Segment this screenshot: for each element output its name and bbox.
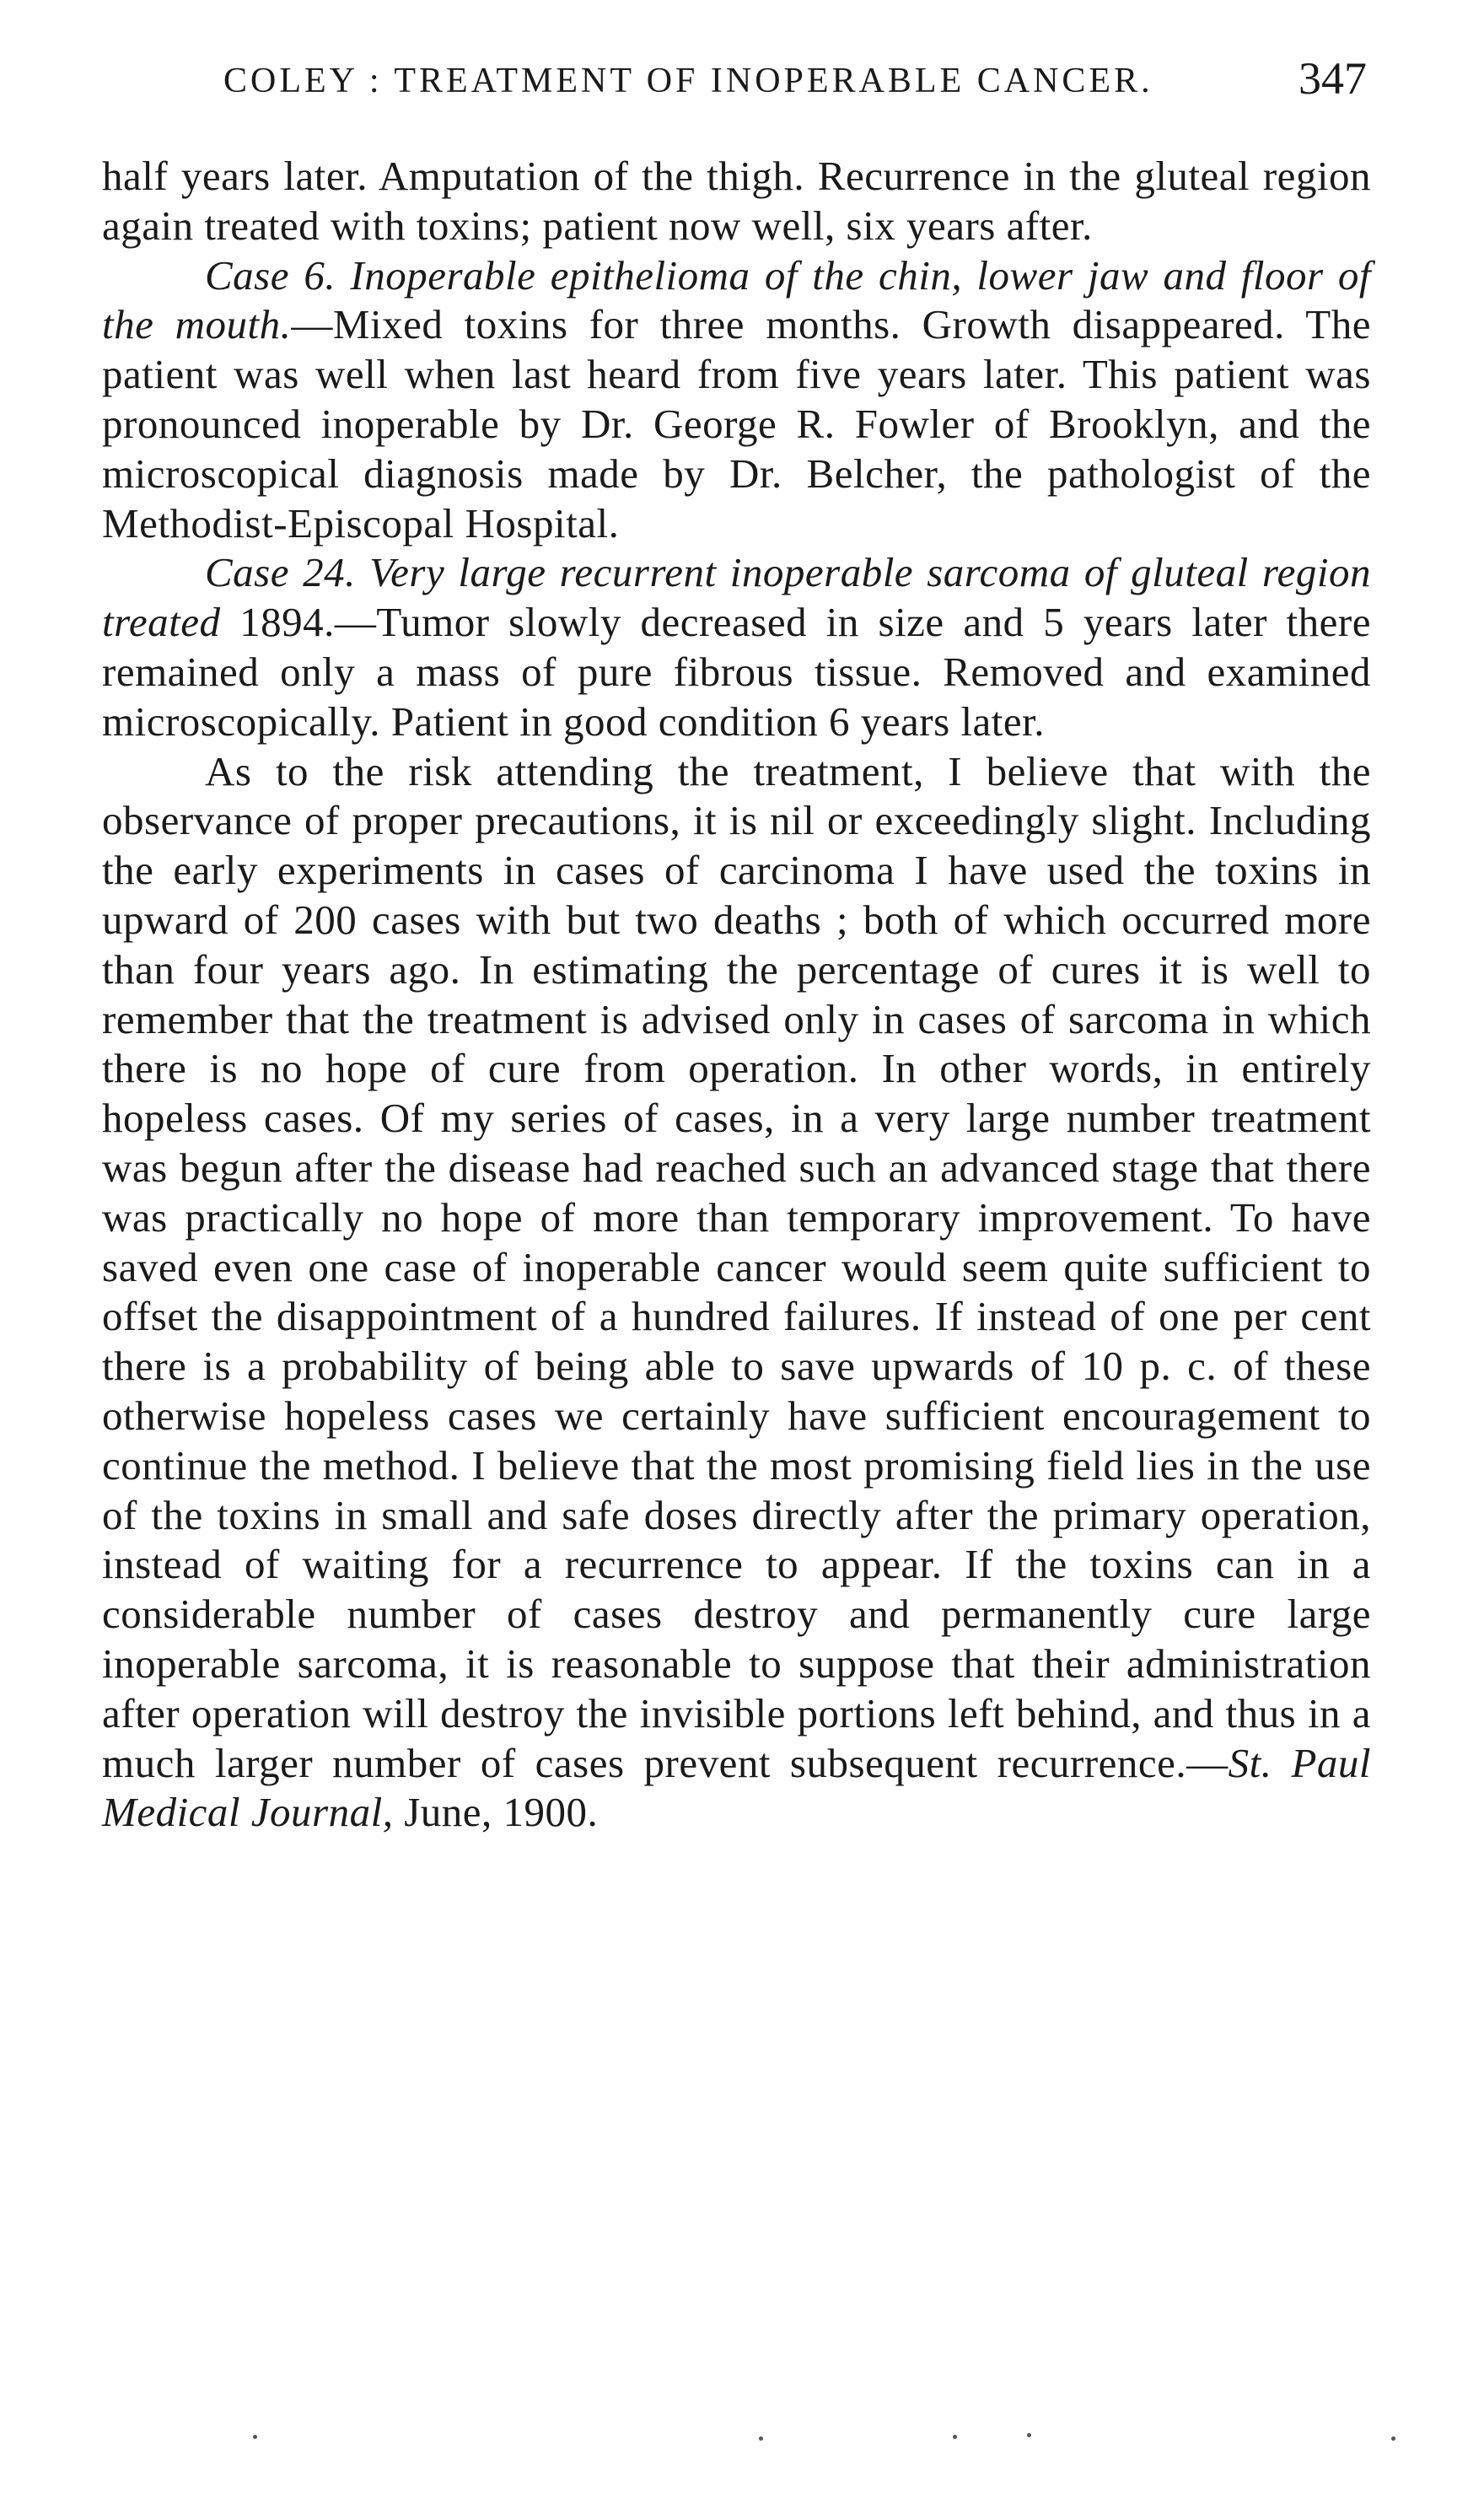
case-6-text: —Mixed toxins for three months. Growth disappeared. The patient was well when last heard from five years later. This patient was pronounced inoperable by Dr. George R. Fowler of Brooklyn, and the microscopical diagnosis made by Dr. Belcher, the pathologist of the Methodist-Episcopal Hospital. bbox=[102, 301, 1371, 546]
risk-text: As to the risk attending the treatment, I believe that with the observance of proper precautions, it is nil or exceedingly slight. Including the early experiments in cases of carcinoma I have used the toxins in upward of 200 cases with but two deaths ; both of which occurred more than four years ago. In estimating the percentage of cures it is well to remember that the treatment is advised only in cases of sarcoma in which there is no hope of cure from operation. In other words, in entirely hopeless cases. Of my series of cases, in a very large number treatment was begun after the disease had reached such an advanced stage that there was practically no hope of more than temporary improvement. To have saved even one case of inoperable cancer would seem quite sufficient to offset the disappointment of a hundred failures. If instead of one per cent there is a probability of being able to save upwards of 10 p. c. of these otherwise hopeless cases we certainly have sufficient encouragement to continue the method. I believe that the most promising field lies in the use of the toxins in small and safe doses directly after the primary operation, instead of waiting for a recurrence to appear. If the toxins can in a considerable number of cases destroy and permanently cure large inoperable sarcoma, it is reasonable to suppose that their administration after operation will destroy the invisible portions left behind, and thus in a much larger number of cases prevent subsequent recurrence.— bbox=[102, 747, 1371, 1786]
speck bbox=[253, 2435, 257, 2439]
case-6-title: Inoperable epithelioma of the chin, lower jaw and floor of the mouth. bbox=[102, 251, 1372, 348]
speck bbox=[1391, 2436, 1395, 2441]
page-number: 347 bbox=[1298, 53, 1367, 104]
source-citation: St. Paul Medical Journal, bbox=[102, 1739, 1371, 1836]
paragraph-risk bbox=[102, 747, 1371, 1839]
citation-date: June, 1900. bbox=[393, 1789, 599, 1836]
case-24-text: 1894.—Tumor slowly decreased in size and 5 years later there remained only a mass of pure fibrous tissue. Removed and examined microscopically. Patient in good condition 6 years later. bbox=[102, 599, 1371, 745]
running-head bbox=[101, 52, 1370, 120]
speck bbox=[953, 2435, 957, 2439]
bottom-specks bbox=[0, 2433, 1484, 2450]
article-body bbox=[102, 152, 1371, 1838]
running-title: COLEY : TREATMENT OF INOPERABLE CANCER. bbox=[223, 62, 1153, 100]
speck bbox=[1027, 2433, 1031, 2437]
paragraph-case-24 bbox=[102, 548, 1371, 746]
speck bbox=[759, 2436, 763, 2441]
case-24-label: Case 24. bbox=[205, 549, 356, 596]
case-24-title: Very large recurrent inoperable sarcoma of gluteal region treated bbox=[102, 549, 1372, 646]
paragraph-continuation: half years later. Amputation of the thigh. Recurrence in the gluteal region again treated with toxins; patient now well, six years after. bbox=[102, 153, 1371, 249]
case-6-label: Case 6. bbox=[205, 251, 336, 299]
paragraph-case-6 bbox=[102, 251, 1371, 549]
